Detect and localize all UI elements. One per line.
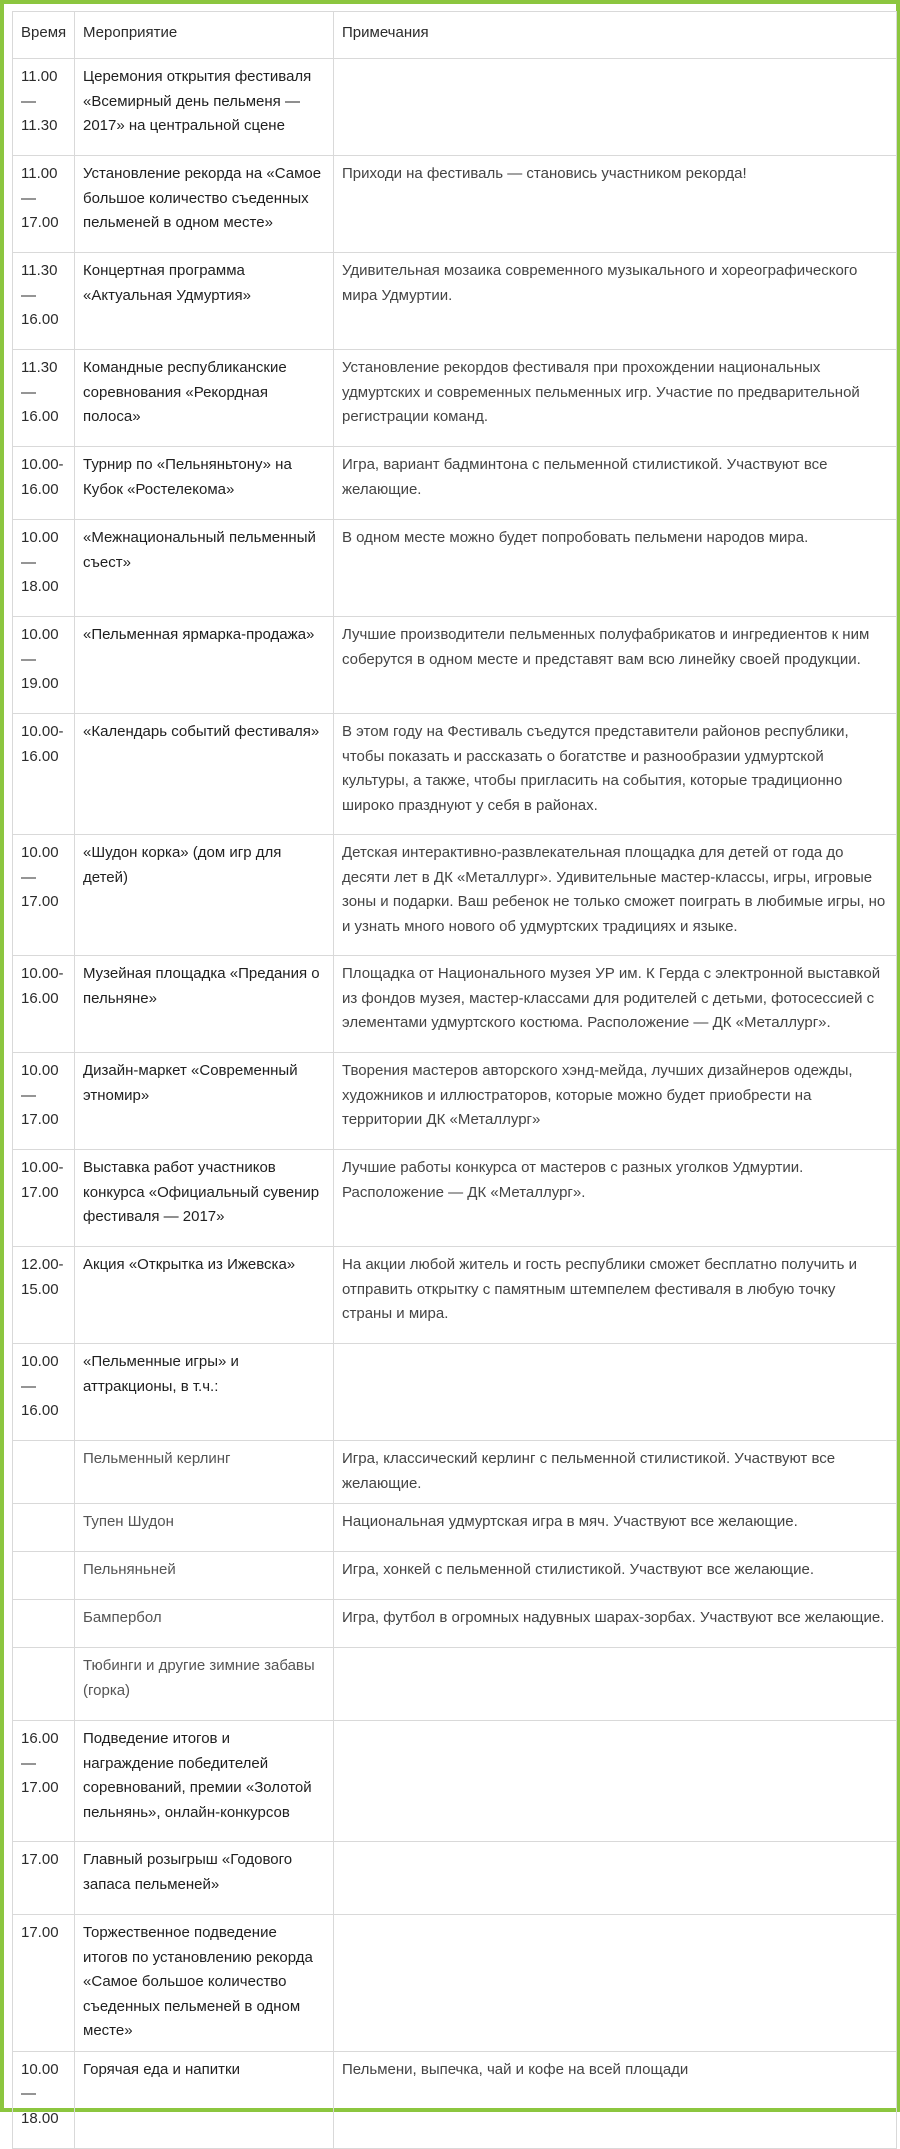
table-row (13, 1053, 897, 1150)
event-cell: Главный розыгрыш «Годового запаса пельменей» (75, 1842, 334, 1915)
table-row (13, 350, 897, 447)
notes-cell: Пельмени, выпечка, чай и кофе на всей площади (334, 2051, 897, 2148)
time-cell: 11.00 — 17.00 (13, 156, 75, 253)
time-cell (13, 1552, 75, 1600)
event-cell: «Календарь событий фестиваля» (75, 714, 334, 835)
time-cell (13, 1504, 75, 1552)
time-cell (13, 1441, 75, 1504)
event-cell: Дизайн-маркет «Современный этномир» (75, 1053, 334, 1150)
table-row (13, 714, 897, 835)
notes-cell: Творения мастеров авторского хэнд-мейда, лучших дизайнеров одежды, художников и иллюстраторов, которые можно будет приобрести на территории ДК «Металлург» (334, 1053, 897, 1150)
notes-cell: Игра, вариант бадминтона с пельменной стилистикой. Участвуют все желающие. (334, 447, 897, 520)
header-notes: Примечания (334, 12, 897, 59)
notes-cell (334, 1648, 897, 1721)
notes-cell: Игра, хонкей с пельменной стилистикой. Участвуют все желающие. (334, 1552, 897, 1600)
header-event: Мероприятие (75, 12, 334, 59)
event-cell: «Пельменные игры» и аттракционы, в т.ч.: (75, 1344, 334, 1441)
notes-cell: Лучшие производители пельменных полуфабрикатов и ингредиентов к ним соберутся в одном месте и представят вам всю линейку своей продукции. (334, 617, 897, 714)
schedule-table (12, 11, 897, 2149)
header-row (13, 12, 897, 59)
header-time: Время (13, 12, 75, 59)
time-cell: 16.00 — 17.00 (13, 1721, 75, 1842)
notes-cell: Приходи на фестиваль — становись участником рекорда! (334, 156, 897, 253)
event-cell: Установление рекорда на «Самое большое количество съеденных пельменей в одном месте» (75, 156, 334, 253)
table-row (13, 617, 897, 714)
event-cell: Пельняньней (75, 1552, 334, 1600)
time-cell: 10.00 — 18.00 (13, 520, 75, 617)
table-row (13, 835, 897, 956)
time-cell: 10.00-16.00 (13, 447, 75, 520)
event-cell: Турнир по «Пельняньтону» на Кубок «Ростелекома» (75, 447, 334, 520)
notes-cell: В одном месте можно будет попробовать пельмени народов мира. (334, 520, 897, 617)
event-cell: Тупен Шудон (75, 1504, 334, 1552)
time-cell: 12.00-15.00 (13, 1247, 75, 1344)
event-cell: Тюбинги и другие зимние забавы (горка) (75, 1648, 334, 1721)
event-cell: Выставка работ участников конкурса «Официальный сувенир фестиваля — 2017» (75, 1150, 334, 1247)
time-cell: 11.00 — 11.30 (13, 59, 75, 156)
event-cell: Бампербол (75, 1600, 334, 1648)
time-cell: 10.00-16.00 (13, 956, 75, 1053)
time-cell (13, 1648, 75, 1721)
table-row (13, 1842, 897, 1915)
time-cell: 11.30 — 16.00 (13, 253, 75, 350)
time-cell: 11.30 — 16.00 (13, 350, 75, 447)
table-row (13, 1915, 897, 2052)
table-row (13, 520, 897, 617)
event-cell: Церемония открытия фестиваля «Всемирный день пельменя — 2017» на центральной сцене (75, 59, 334, 156)
table-row (13, 1721, 897, 1842)
event-cell: Командные республиканские соревнования «Рекордная полоса» (75, 350, 334, 447)
event-cell: «Межнациональный пельменный съест» (75, 520, 334, 617)
table-row (13, 1504, 897, 1552)
table-row (13, 1552, 897, 1600)
notes-cell: На акции любой житель и гость республики сможет бесплатно получить и отправить открытку с памятным штемпелем фестиваля в любую точку страны и мира. (334, 1247, 897, 1344)
notes-cell (334, 1721, 897, 1842)
table-row (13, 253, 897, 350)
event-cell: «Пельменная ярмарка-продажа» (75, 617, 334, 714)
time-cell: 10.00 — 18.00 (13, 2051, 75, 2148)
time-cell: 10.00 — 16.00 (13, 1344, 75, 1441)
schedule-body (13, 59, 897, 2149)
notes-cell: Площадка от Национального музея УР им. К Герда с электронной выставкой из фондов музея, мастер-классами для родителей с детьми, фотосессией с элементами удмуртского костюма. Расположение — ДК «Металлург». (334, 956, 897, 1053)
notes-cell: Игра, классический керлинг с пельменной стилистикой. Участвуют все желающие. (334, 1441, 897, 1504)
notes-cell (334, 1344, 897, 1441)
notes-cell: Лучшие работы конкурса от мастеров с разных уголков Удмуртии. Расположение — ДК «Металлург». (334, 1150, 897, 1247)
table-row (13, 1247, 897, 1344)
time-cell: 10.00 — 17.00 (13, 835, 75, 956)
event-cell: Акция «Открытка из Ижевска» (75, 1247, 334, 1344)
notes-cell (334, 1915, 897, 2052)
table-row (13, 1441, 897, 1504)
notes-cell: В этом году на Фестиваль съедутся представители районов республики, чтобы показать и рассказать о богатстве и разнообразии удмуртской культуры, а также, чтобы пригласить на события, которые традиционно широко празднуют у себя в районах. (334, 714, 897, 835)
time-cell: 10.00-17.00 (13, 1150, 75, 1247)
event-cell: Концертная программа «Актуальная Удмуртия» (75, 253, 334, 350)
notes-cell (334, 1842, 897, 1915)
time-cell: 10.00 — 19.00 (13, 617, 75, 714)
table-row (13, 1150, 897, 1247)
time-cell: 10.00-16.00 (13, 714, 75, 835)
notes-cell (334, 59, 897, 156)
table-row (13, 1648, 897, 1721)
notes-cell: Национальная удмуртская игра в мяч. Участвуют все желающие. (334, 1504, 897, 1552)
time-cell (13, 1600, 75, 1648)
time-cell: 17.00 (13, 1842, 75, 1915)
table-row (13, 1600, 897, 1648)
table-row (13, 59, 897, 156)
table-row (13, 1344, 897, 1441)
table-row (13, 2051, 897, 2148)
table-row (13, 956, 897, 1053)
event-cell: Музейная площадка «Предания о пельняне» (75, 956, 334, 1053)
event-cell: Пельменный керлинг (75, 1441, 334, 1504)
notes-cell: Удивительная мозаика современного музыкального и хореографического мира Удмуртии. (334, 253, 897, 350)
notes-cell: Детская интерактивно-развлекательная площадка для детей от года до десяти лет в ДК «Металлург». Удивительные мастер-классы, игры, игровые зоны и подарки. Ваш ребенок не только сможет поиграть в любимые игры, но и узнать много нового об удмуртских традициях и языке. (334, 835, 897, 956)
event-cell: «Шудон корка» (дом игр для детей) (75, 835, 334, 956)
time-cell: 17.00 (13, 1915, 75, 2052)
table-row (13, 447, 897, 520)
event-cell: Горячая еда и напитки (75, 2051, 334, 2148)
notes-cell: Игра, футбол в огромных надувных шарах-зорбах. Участвуют все желающие. (334, 1600, 897, 1648)
event-cell: Подведение итогов и награждение победителей соревнований, премии «Золотой пельнянь», онлайн-конкурсов (75, 1721, 334, 1842)
event-cell: Торжественное подведение итогов по установлению рекорда «Самое большое количество съеденных пельменей в одном месте» (75, 1915, 334, 2052)
notes-cell: Установление рекордов фестиваля при прохождении национальных удмуртских и современных пельменных игр. Участие по предварительной регистрации команд. (334, 350, 897, 447)
table-row (13, 156, 897, 253)
time-cell: 10.00 — 17.00 (13, 1053, 75, 1150)
